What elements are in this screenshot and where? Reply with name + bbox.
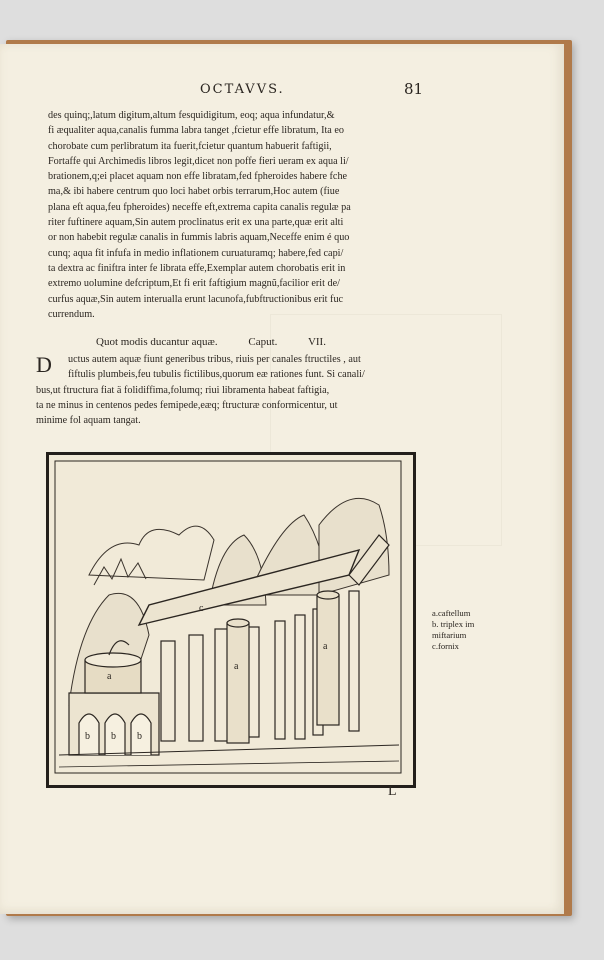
- body-text: [48, 108, 448, 322]
- body-line: ta dextra ac finiftra inter fe librata effe,Exemplar autem chorobatis erit in: [48, 262, 346, 274]
- running-head: OCTAVVS.: [200, 82, 285, 97]
- chapter-line: uctus autem aquæ fiunt generibus tribus, riuis per canales ftructiles , aut: [68, 354, 361, 365]
- chapter-label: Caput.: [248, 336, 278, 348]
- body-line: or non habebit regulæ canalis in fummis labris aquam,Neceffe enim é quo: [48, 232, 350, 244]
- body-line: brationem,q;ei placet aquam non effe libratam,fed fpheroides habere fche: [48, 171, 348, 183]
- body-line: extremo uolumine defcriptum,Et fi erit faftigium magnũ,facilior erit de/: [48, 278, 340, 290]
- legend-b-cont: miftarium: [432, 630, 467, 640]
- drop-cap: D: [36, 352, 52, 377]
- body-line: Fortaffe qui Archimedis libros legit,dicet non poffe fieri ueram ex aqua li/: [48, 155, 349, 167]
- fig-letter-b3: b: [137, 731, 142, 742]
- chapter-line: minime fol aquam tangat.: [36, 415, 141, 427]
- fig-letter-b1: b: [85, 731, 90, 742]
- legend-b: b. triplex im: [432, 619, 475, 629]
- legend-a: a.caftellum: [432, 608, 471, 618]
- chapter-heading: [96, 336, 456, 348]
- body-line: plana eft aqua,feu fpheroides) neceffe eft,extrema capita canalis regulæ pa: [48, 201, 351, 213]
- chapter-line: fiftulis plumbeis,feu tubulis fictilibus,quorum eæ rationes funt. Si canali/: [68, 369, 365, 381]
- woodcut-illustration: [49, 455, 407, 779]
- chapter-line: ta ne minus in centenos pedes femipede,eæq; ftructuræ conformicentur, ut: [36, 399, 338, 411]
- figure-legend: [432, 608, 512, 652]
- chapter-number: VII.: [307, 336, 326, 348]
- body-line: fi æqualiter aqua,canalis fumma labra tanget ,fcietur effe libratum, Ita eo: [48, 125, 344, 137]
- fig-letter-c: c: [199, 603, 204, 614]
- fig-letter-a2: a: [234, 661, 239, 672]
- aqueduct-woodcut: [46, 452, 416, 788]
- fig-letter-a3: a: [323, 641, 328, 652]
- chapter-line: bus,ut ftructura fiat ä folidiffima,folumq; riui libramenta habeat faftigia,: [36, 384, 330, 396]
- body-line: chorobate cum perlibratum ita fuerit,fcietur quantum habuerit faftigii,: [48, 140, 332, 152]
- body-line: cunq; aqua fit infufa in medio inflationem curuaturamq; habere,fed capi/: [48, 247, 344, 259]
- folio-number: 81: [404, 80, 424, 98]
- body-line: riter fuftinere aquam,Sin autem proclinatus erit ex una parte,quæ erit alti: [48, 217, 344, 229]
- body-line: currendum.: [48, 308, 95, 320]
- signature-mark: L: [388, 784, 397, 799]
- body-line: des quinq;,latum digitum,altum fesquidigitum, eoq; aqua infundatur,&: [48, 110, 335, 121]
- chapter-text: [36, 352, 438, 428]
- legend-c: c.fornix: [432, 641, 459, 651]
- fig-letter-a1: a: [107, 671, 112, 682]
- chapter-title: Quot modis ducantur aquæ.: [96, 336, 218, 348]
- body-line: ma,& ibi habere centrum quo loci habet orbis terrarum,Hoc autem (fiue: [48, 186, 340, 198]
- fig-letter-b2: b: [111, 731, 116, 742]
- body-line: curfus aquæ,Sin autem interualla erunt lacunofa,fubftructionibus erit fuc: [48, 293, 344, 305]
